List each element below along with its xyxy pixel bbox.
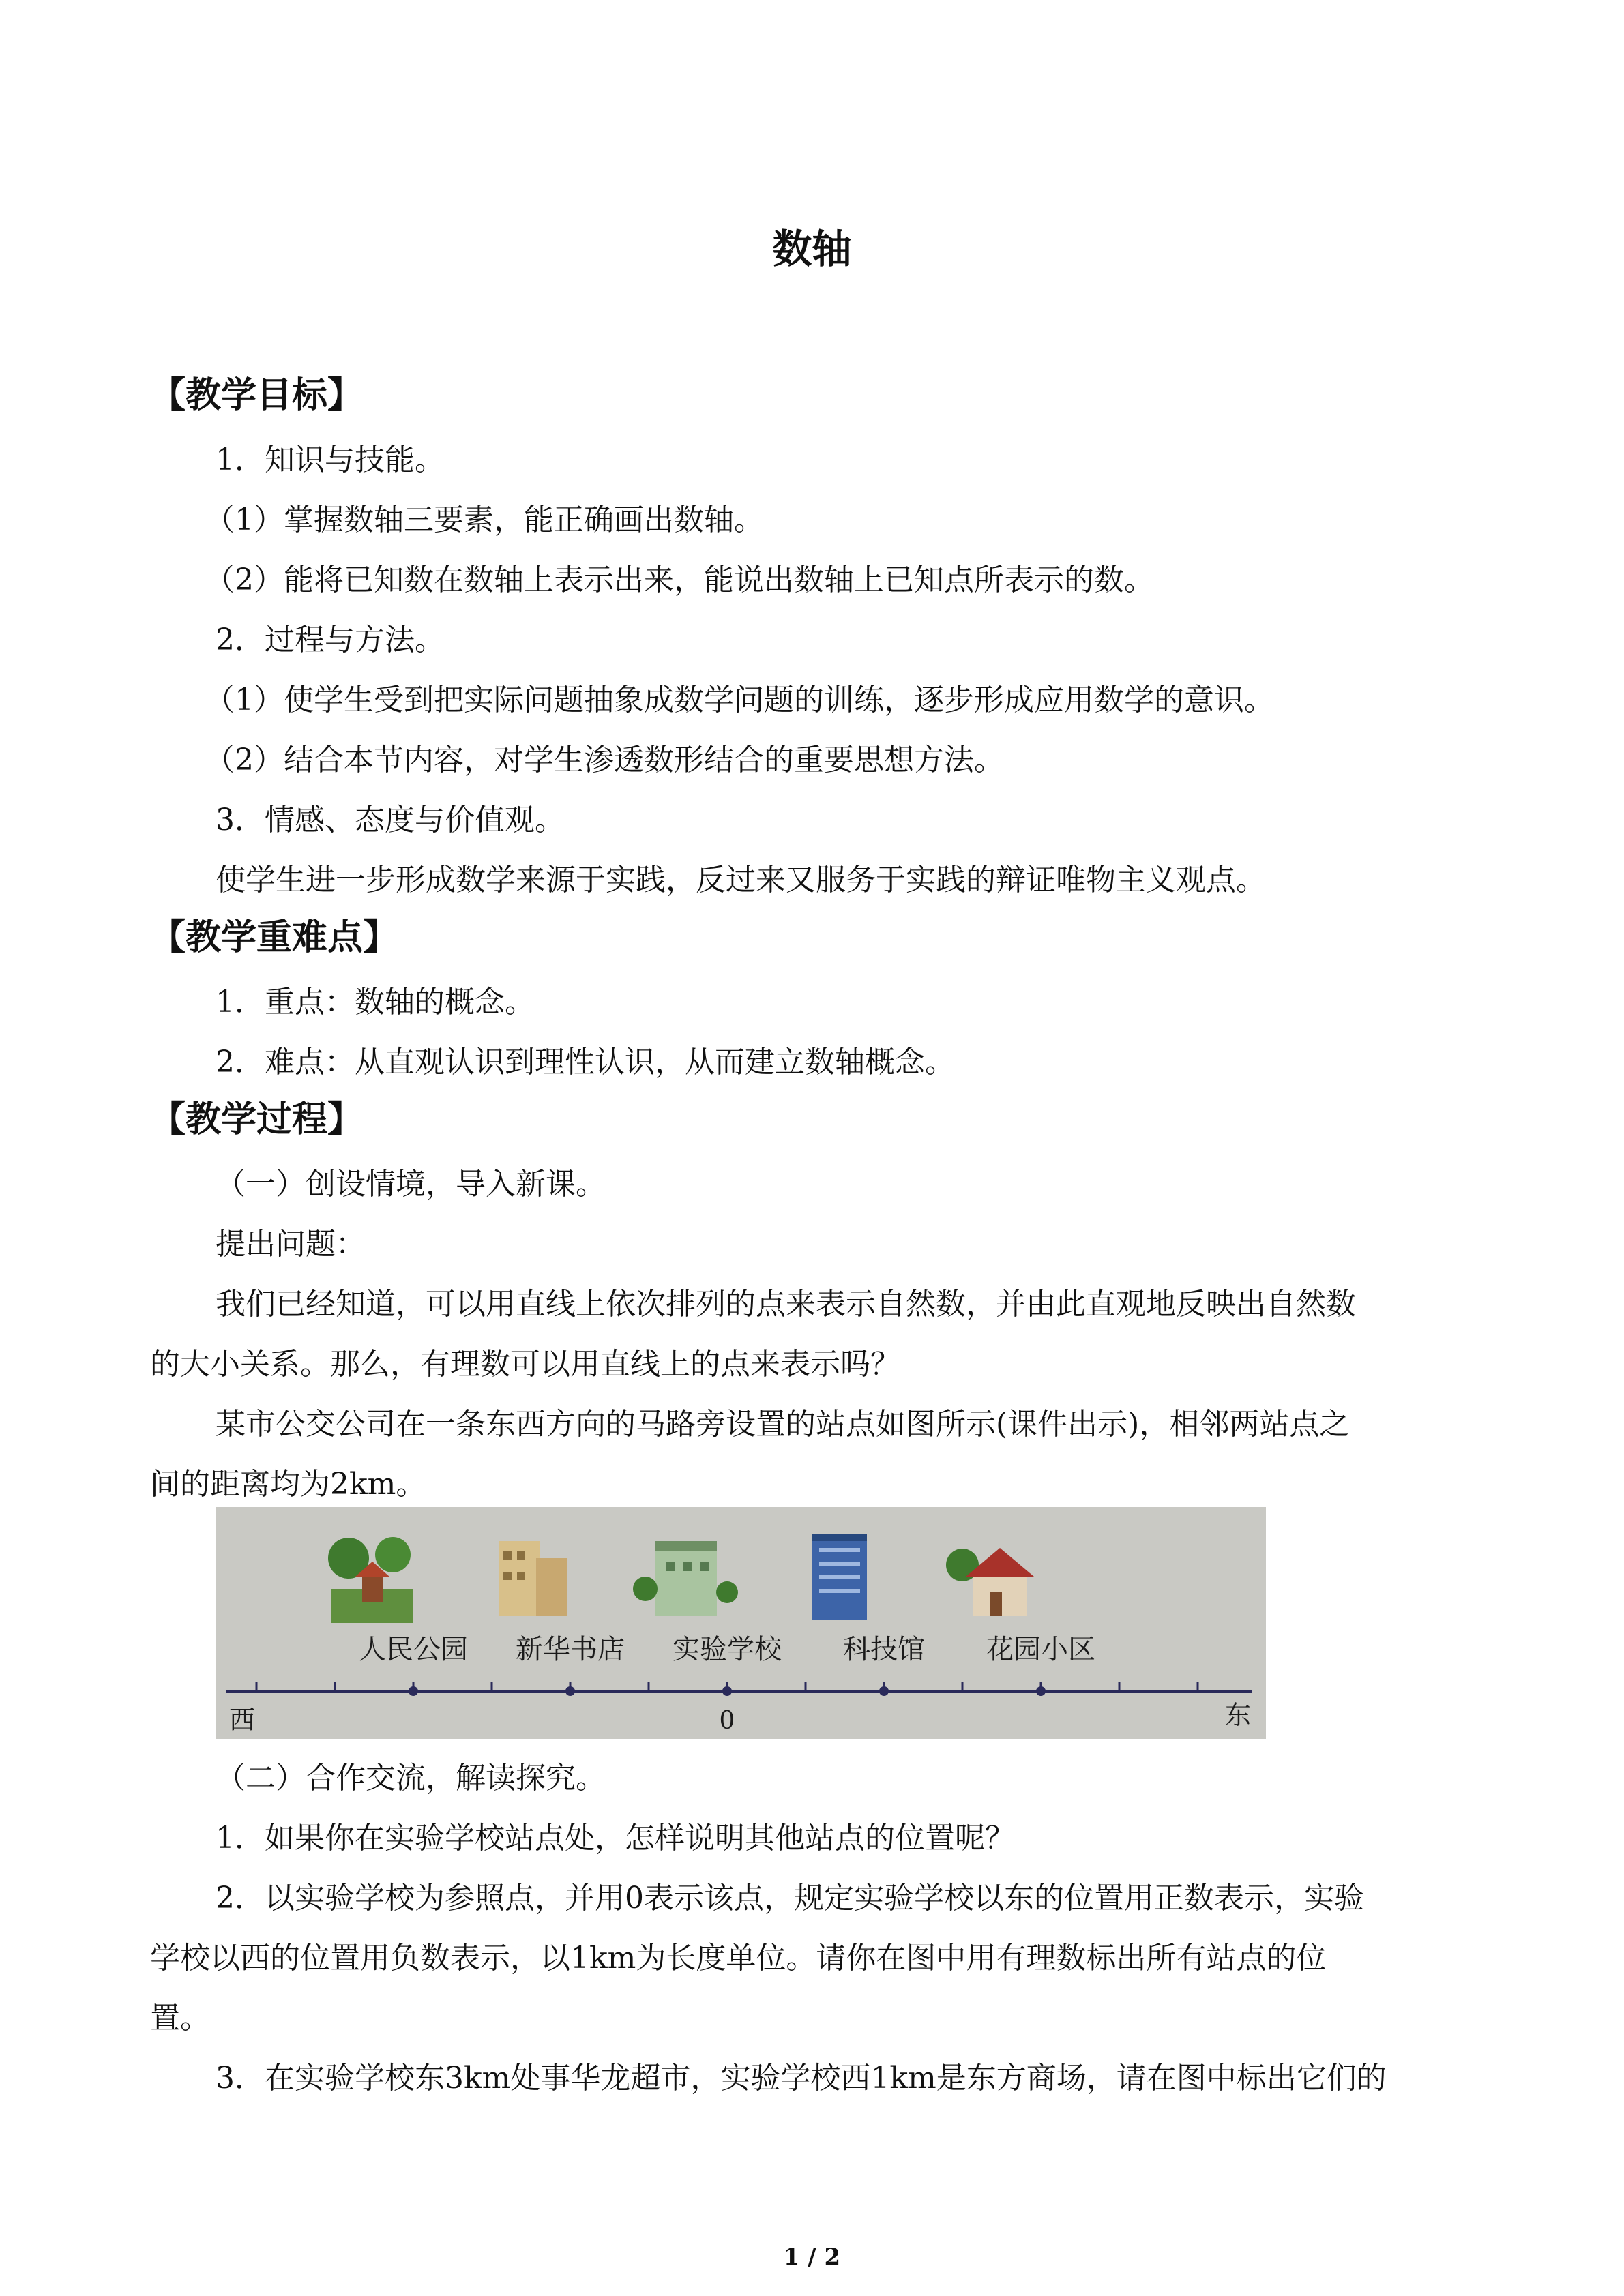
science-museum-icon <box>812 1534 867 1620</box>
process-line: 学校以西的位置用负数表示，以1km为长度单位。请你在图中用有理数标出所有站点的位 <box>150 1941 1327 1976</box>
process-line: （二）合作交流，解读探究。 <box>216 1761 606 1795</box>
station-point <box>722 1686 732 1696</box>
goal-line: （2）结合本节内容，对学生渗透数形结合的重要思想方法。 <box>205 743 1004 777</box>
page-number: 1 / 2 <box>783 2243 841 2271</box>
residential-community-icon <box>946 1548 1034 1616</box>
station-point <box>1036 1686 1046 1696</box>
process-line: 提出问题： <box>216 1227 366 1262</box>
process-line: （一）创设情境，导入新课。 <box>216 1167 606 1202</box>
process-line: 2．以实验学校为参照点，并用0表示该点，规定实验学校以东的位置用正数表示，实验 <box>216 1881 1364 1915</box>
section-heading-process: 【教学过程】 <box>150 1099 364 1140</box>
page-title: 数轴 <box>772 226 852 272</box>
number-line-svg <box>216 1507 1266 1739</box>
axis-ticks <box>256 1682 1198 1696</box>
section-heading-keypoints: 【教学重难点】 <box>150 916 399 958</box>
process-line: 我们已经知道，可以用直线上依次排列的点来表示自然数，并由此直观地反映出自然数 <box>216 1287 1356 1322</box>
bookstore-icon <box>499 1541 567 1616</box>
keypoint-line: 2．难点：从直观认识到理性认识，从而建立数轴概念。 <box>216 1045 955 1079</box>
station-label-science-museum: 科技馆 <box>843 1634 925 1665</box>
process-line: 间的距离均为2km。 <box>150 1467 426 1502</box>
process-line: 3．在实验学校东3km处事华龙超市，实验学校西1km是东方商场，请在图中标出它们的 <box>216 2061 1387 2096</box>
station-label-school: 实验学校 <box>673 1634 782 1665</box>
goal-line: 使学生进一步形成数学来源于实践，反过来又服务于实践的辩证唯物主义观点。 <box>216 863 1266 897</box>
goal-line: 2．过程与方法。 <box>216 623 445 657</box>
school-icon <box>633 1541 738 1616</box>
west-label: 西 <box>229 1705 256 1735</box>
process-line: 某市公交公司在一条东西方向的马路旁设置的站点如图所示(课件出示)，相邻两站点之 <box>216 1407 1350 1442</box>
bus-stop-number-line-figure <box>216 1507 1266 1739</box>
goal-line: 3．情感、态度与价值观。 <box>216 803 565 837</box>
station-point <box>409 1686 418 1696</box>
goal-line: （1）掌握数轴三要素，能正确画出数轴。 <box>205 503 764 537</box>
process-line: 的大小关系。那么，有理数可以用直线上的点来表示吗？ <box>150 1347 900 1382</box>
section-heading-goals: 【教学目标】 <box>150 374 364 416</box>
keypoint-line: 1．重点：数轴的概念。 <box>216 985 535 1019</box>
station-point <box>565 1686 575 1696</box>
park-icon <box>328 1537 413 1623</box>
station-label-people-park: 人民公园 <box>359 1634 468 1665</box>
station-label-bookstore: 新华书店 <box>516 1634 625 1665</box>
east-label: 东 <box>1225 1700 1252 1730</box>
origin-label: 0 <box>719 1707 735 1735</box>
goal-line: （2）能将已知数在数轴上表示出来，能说出数轴上已知点所表示的数。 <box>205 563 1154 597</box>
goal-line: 1．知识与技能。 <box>216 443 445 477</box>
process-line: 1．如果你在实验学校站点处，怎样说明其他站点的位置呢？ <box>216 1821 1015 1855</box>
station-point <box>879 1686 889 1696</box>
process-line: 置。 <box>150 2001 210 2036</box>
station-label-garden-community: 花园小区 <box>986 1634 1095 1665</box>
goal-line: （1）使学生受到把实际问题抽象成数学问题的训练，逐步形成应用数学的意识。 <box>205 683 1274 717</box>
